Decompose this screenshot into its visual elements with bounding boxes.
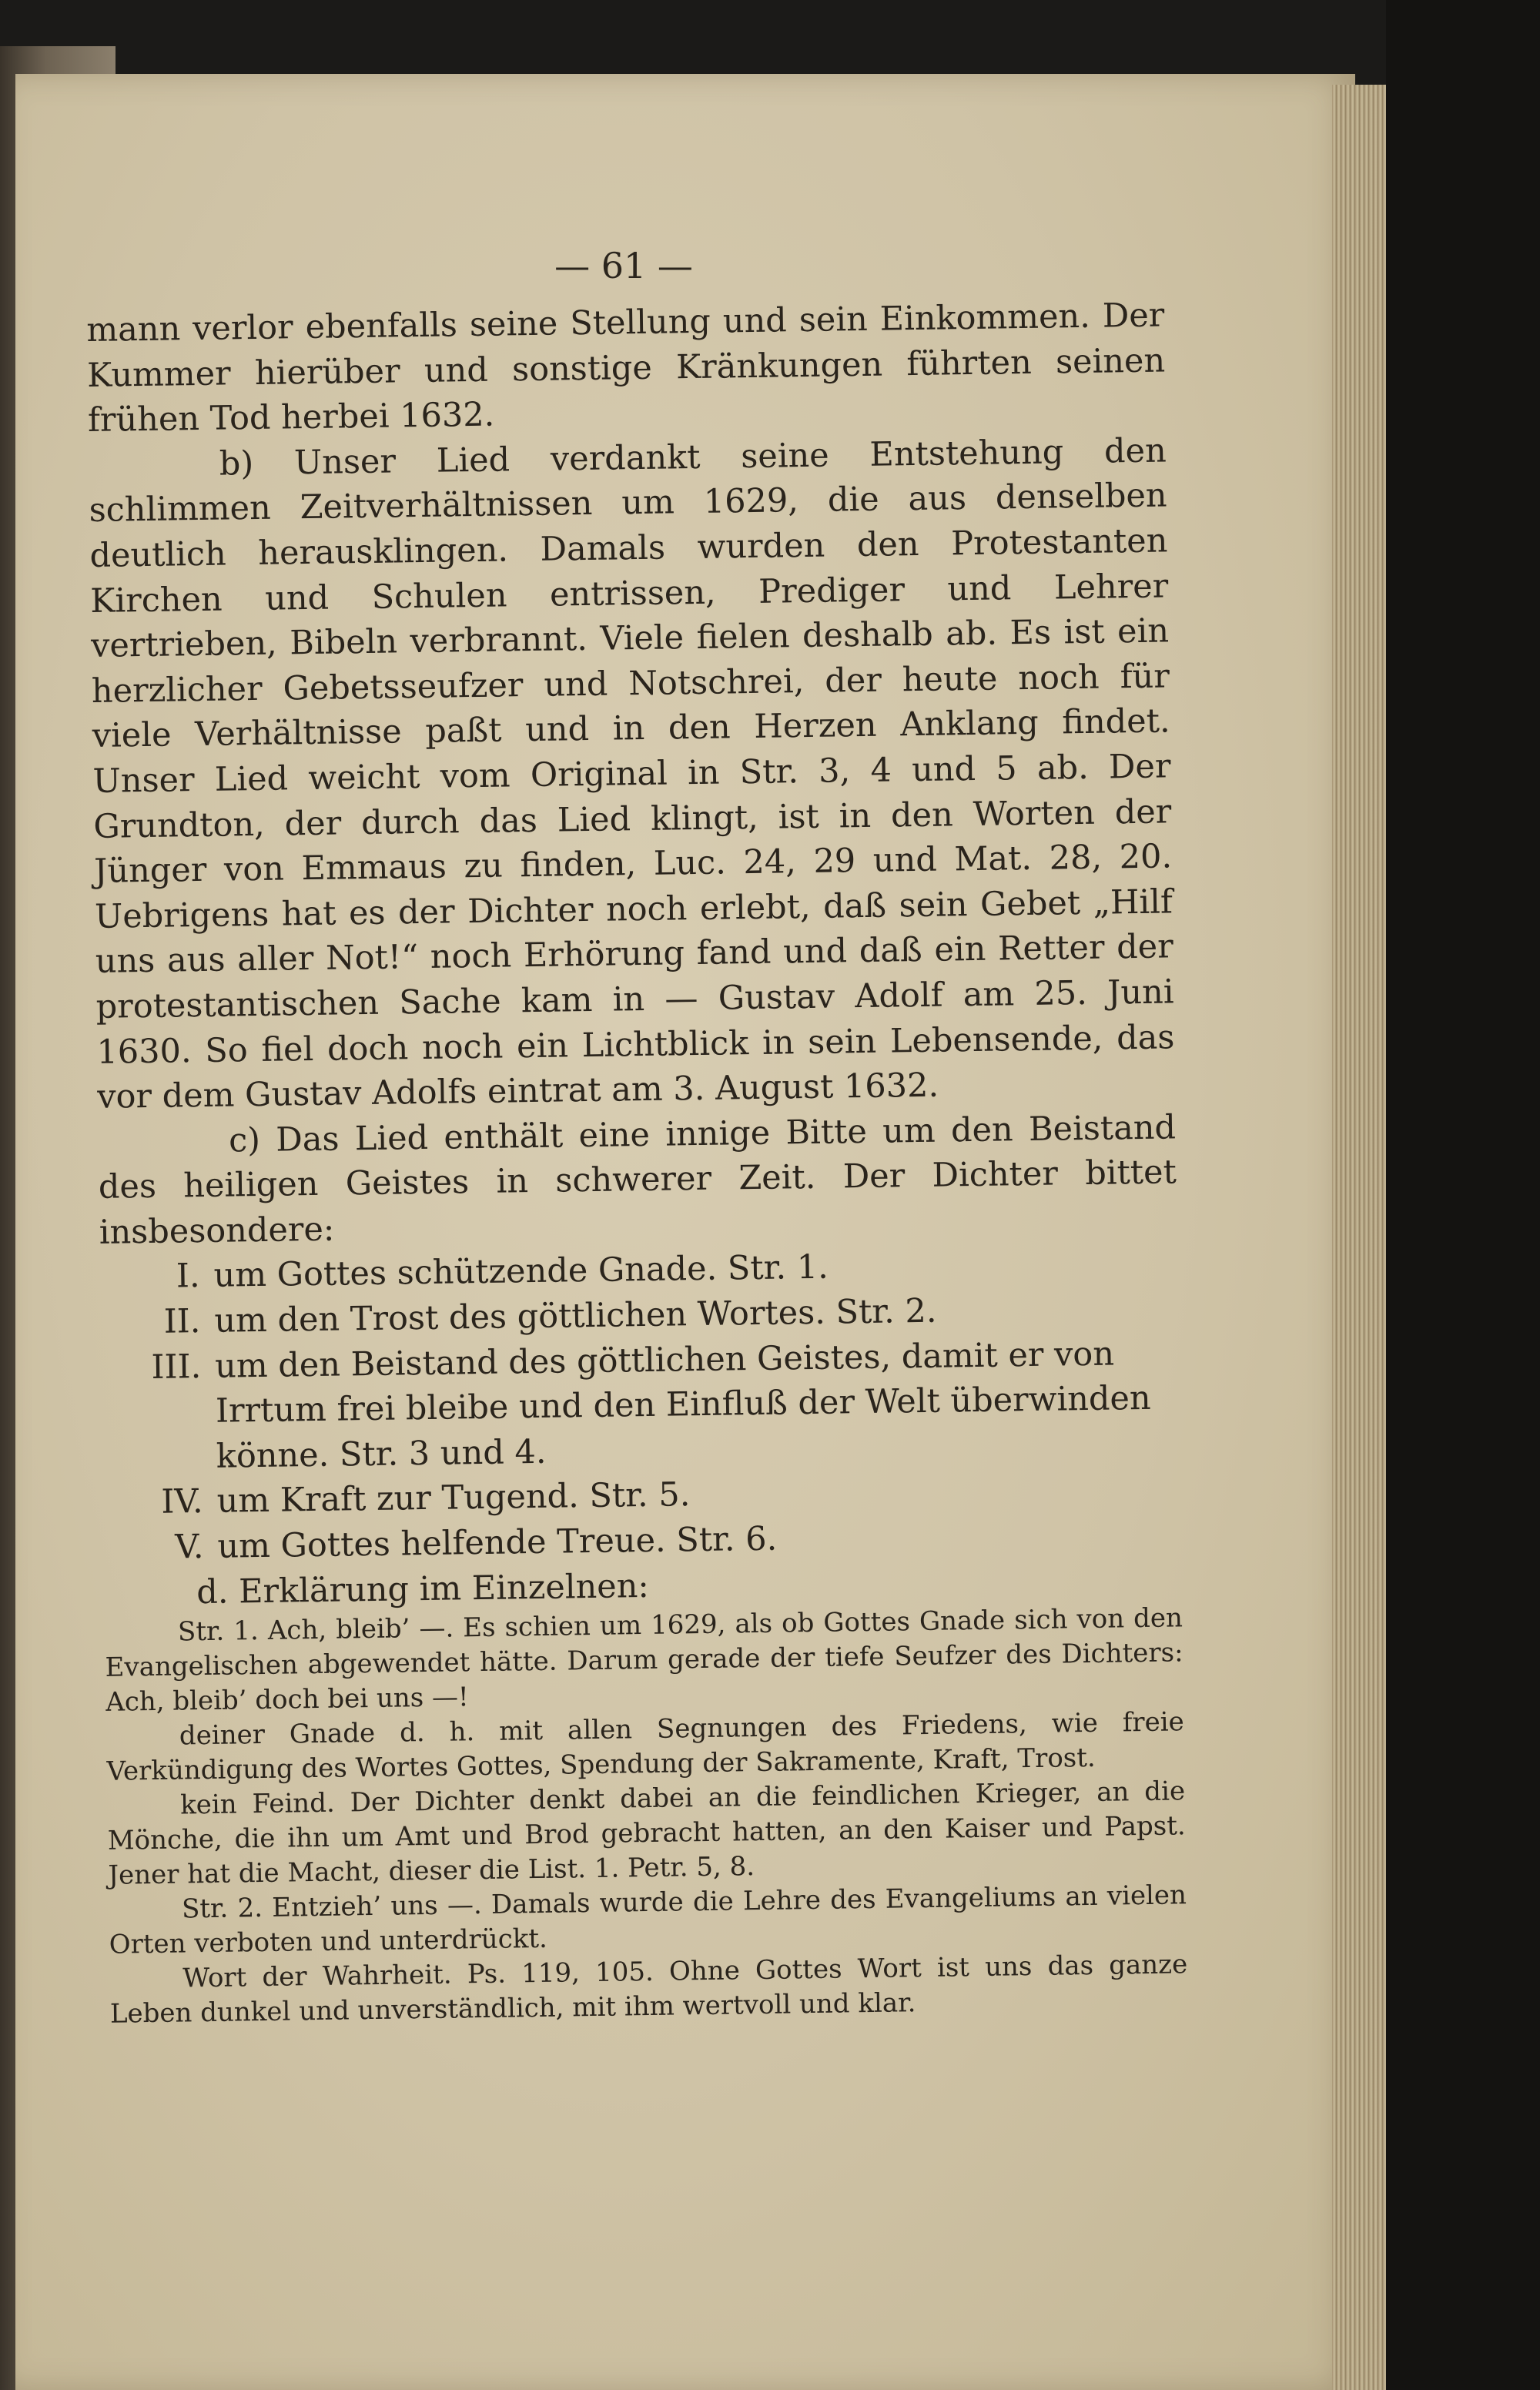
note: kein Feind. Der Dichter denkt dabei an die feindlichen Krieger, an die Mönche, die ihn um Amt und Brod gebracht hatten, an den Kaiser und Papst. Jener hat die Macht, dieser die List. 1. Petr. 5, 8.: [107, 1776, 1186, 1892]
list-number: III.: [151, 1347, 202, 1387]
list-number: V.: [174, 1528, 204, 1567]
page-edges: [1332, 85, 1386, 2390]
list-item: [101, 1331, 1180, 1481]
note: deiner Gnade d. h. mit allen Segnungen des Friedens, wie freie Verkündigung des Wortes Gottes, Spendung der Sakramente, Kraft, Trost.: [106, 1706, 1185, 1788]
page-text: [86, 293, 1188, 2032]
paragraph-top: mann verlor ebenfalls seine Stellung und sein Einkommen. Der Kummer hierüber und sonstige Kränkungen führten seinen frühen Tod herbei 1632.: [86, 296, 1166, 440]
list-number: IV.: [161, 1482, 204, 1522]
list-number: II.: [163, 1302, 201, 1341]
list-text: um den Beistand des göttlichen Geistes, damit er von Irrtum frei bleibe und den Einfluß der Welt überwinden könne. Str. 3 und 4.: [214, 1334, 1151, 1476]
paragraph-c: c) Das Lied enthält eine innige Bitte um den Beistand des heiligen Geistes in schwerer Zeit. Der Dichter bittet insbesondere:: [98, 1108, 1177, 1252]
note: Wort der Wahrheit. Ps. 119, 105. Ohne Gottes Wort ist uns das ganze Leben dunkel und unverständlich, mit ihm wertvoll und klar.: [109, 1949, 1188, 2030]
note: Str. 1. Ach, bleib’ —. Es schien um 1629, als ob Gottes Gnade sich von den Evangelischen abgewendet hätte. Darum gerade der tiefe Seufzer des Dichters: Ach, bleib’ doch bei uns —!: [105, 1602, 1183, 1719]
paragraph-d: d. Erklärung im Einzelnen:: [196, 1566, 650, 1612]
paragraph-b: b) Unser Lied verdankt seine Entstehung den schlimmen Zeitverhältnissen um 1629, die aus denselben deutlich herausklingen. Damals wurden den Protestanten Kirchen und Schulen entrissen, Prediger und Lehrer vertrieben, Bibeln verbrannt. Viele fielen deshalb ab. Es ist ein herzlicher Gebetsseufzer und Notschrei, der heute noch für viele Verhältnisse paßt und in den Herzen Anklang findet. Unser Lied weicht vom Original in Str. 3, 4 und 5 ab. Der Grundton, der durch das Lied klingt, ist in den Worten der Jünger von Emmaus zu finden, Luc. 24, 29 und Mat. 28, 20. Uebrigens hat es der Dichter noch erlebt, daß sein Gebet „Hilf uns aus aller Not!“ noch Erhörung fand und daß ein Retter der protestantischen Sache kam in — Gustav Adolf am 25. Juni 1630. So fiel doch noch ein Lichtblick in sein Lebensende, das vor dem Gustav Adolfs eintrat am 3. August 1632.: [89, 431, 1175, 1116]
background-right: [1386, 0, 1540, 2390]
note: Str. 2. Entzieh’ uns —. Damals wurde die Lehre des Evangeliums an vielen Orten verboten und unterdrückt.: [109, 1880, 1187, 1961]
list-text: um Kraft zur Tugend. Str. 5.: [216, 1475, 691, 1521]
list-text: um den Trost des göttlichen Wortes. Str. 2.: [214, 1291, 937, 1341]
list-text: um Gottes schützende Gnade. Str. 1.: [213, 1248, 829, 1296]
list-text: um Gottes helfende Treue. Str. 6.: [217, 1519, 778, 1566]
notes: [105, 1602, 1188, 2032]
page-number: — 61 —: [554, 245, 693, 286]
list-number: I.: [176, 1257, 200, 1296]
